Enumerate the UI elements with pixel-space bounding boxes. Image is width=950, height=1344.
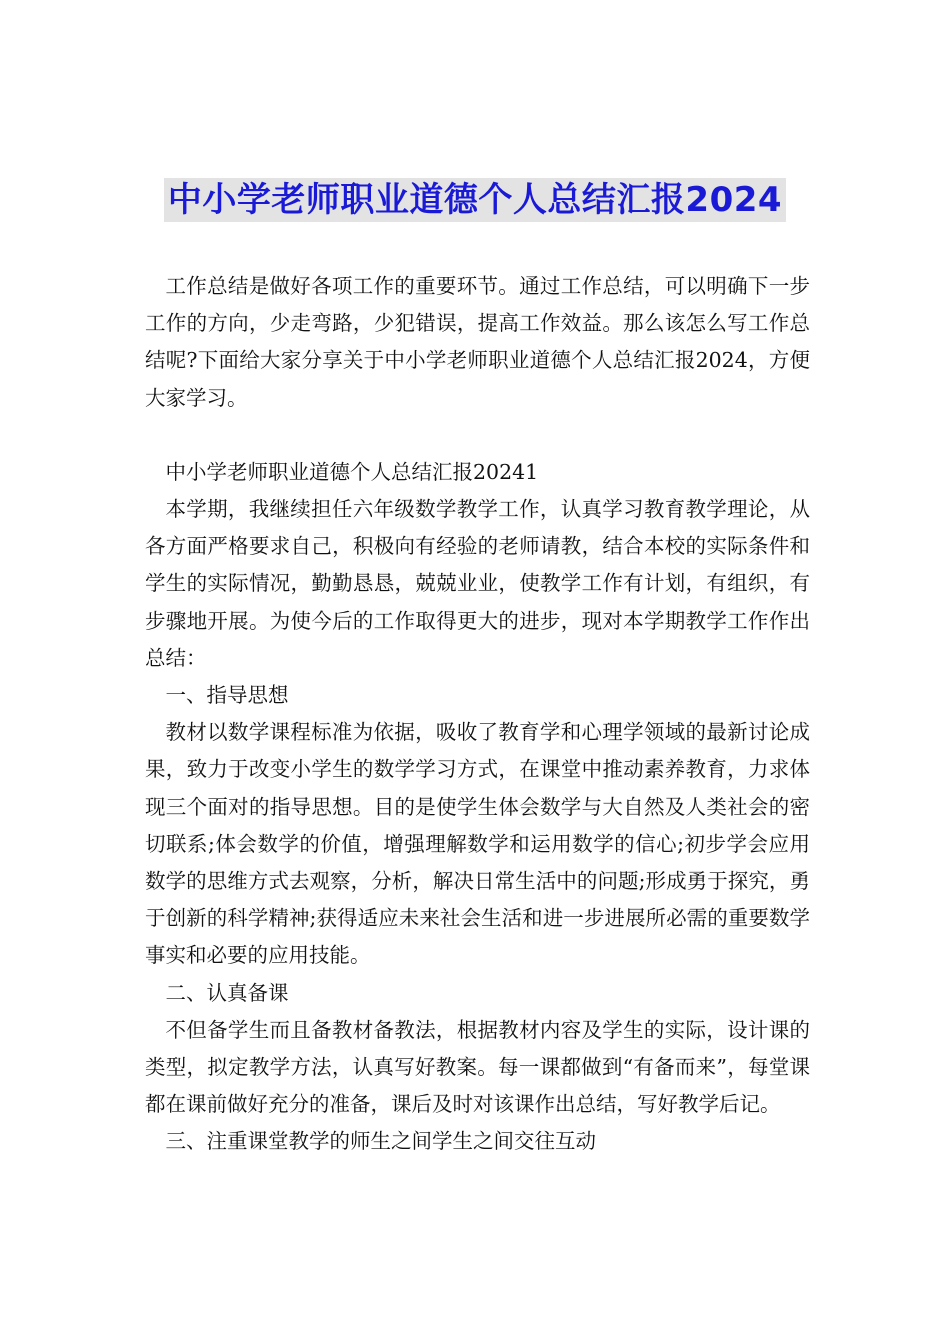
- subheading-guiding-ideology: 一、指导思想: [165, 683, 289, 708]
- intro-paragraph: 工作总结是做好各项工作的重要环节。通过工作总结，可以明确下一步工作的方向，少走弯路，少犯错误，提高工作效益。那么该怎么写工作总结呢?下面给大家分享关于中小学老师职业道德个人总结汇报2024，方便大家学习。: [145, 274, 810, 410]
- body-paragraph: 不但备学生而且备教材备教法，根据教材内容及学生的实际，设计课的类型，拟定教学方法，认真写好教案。每一课都做到“有备而来”，每堂课都在课前做好充分的准备，课后及时对该课作出总结，写好教学后记。: [145, 1017, 810, 1117]
- title-container: [0, 178, 950, 222]
- document-body: [145, 268, 810, 1161]
- subheading-lesson-prep: 二、认真备课: [165, 980, 289, 1005]
- document-title: 中小学老师职业道德个人总结汇报2024: [164, 178, 786, 222]
- body-paragraph: 本学期，我继续担任六年级数学教学工作，认真学习教育教学理论，从各方面严格要求自己，积极向有经验的老师请教，结合本校的实际条件和学生的实际情况，勤勤恳恳，兢兢业业，使教学工作有计划，有组织，有步骤地开展。为使今后的工作取得更大的进步，现对本学期教学工作作出总结：: [145, 497, 810, 670]
- body-paragraph: 教材以数学课程标准为依据，吸收了教育学和心理学领域的最新讨论成果，致力于改变小学生的数学学习方式，在课堂中推动素养教育，力求体现三个面对的指导思想。目的是使学生体会数学与大自然及人类社会的密切联系;体会数学的价值，增强理解数学和运用数学的信心;初步学会应用数学的思维方式去观察，分析，解决日常生活中的问题;形成勇于探究，勇于创新的科学精神;获得适应未来社会生活和进一步进展所必需的重要数学事实和必要的应用技能。: [145, 720, 810, 968]
- subheading-classroom-interaction: 三、注重课堂教学的师生之间学生之间交往互动: [165, 1129, 596, 1154]
- section-heading: 中小学老师职业道德个人总结汇报20241: [165, 459, 539, 484]
